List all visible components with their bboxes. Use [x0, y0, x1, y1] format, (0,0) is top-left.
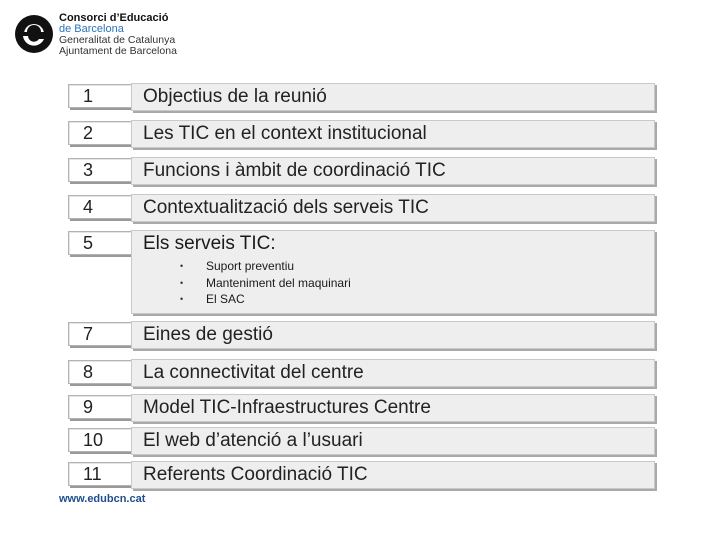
agenda-item — [131, 230, 655, 314]
org-line-3: Generalitat de Catalunya — [59, 34, 176, 46]
agenda-item — [131, 427, 655, 455]
agenda-item — [131, 359, 655, 387]
agenda-number: 8 — [68, 360, 132, 384]
e-logo-icon — [14, 14, 54, 54]
agenda-number: 7 — [68, 322, 132, 346]
agenda-number: 10 — [68, 428, 132, 452]
agenda-number: 4 — [68, 195, 132, 219]
org-line-4: Ajuntament de Barcelona — [59, 45, 177, 57]
agenda-item — [131, 83, 655, 111]
agenda-number: 5 — [68, 231, 132, 255]
agenda-title: Els serveis TIC: — [143, 233, 276, 254]
agenda-item — [131, 321, 655, 349]
agenda-number: 11 — [68, 462, 132, 486]
agenda-title: La connectivitat del centre — [143, 362, 364, 383]
bullet-item: • El SAC — [180, 291, 351, 308]
org-line-2: de Barcelona — [59, 23, 124, 35]
agenda-title: El web d’atenció a l’usuari — [143, 430, 363, 451]
services-bullet-list — [180, 258, 351, 308]
agenda-title: Funcions i àmbit de coordinació TIC — [143, 160, 446, 181]
agenda-number: 3 — [68, 158, 132, 182]
bullet-item: • Suport preventiu — [180, 258, 351, 275]
agenda-number: 1 — [68, 84, 132, 108]
agenda-number: 2 — [68, 121, 132, 145]
agenda-title: Contextualització dels serveis TIC — [143, 197, 429, 218]
agenda-title: Les TIC en el context institucional — [143, 123, 427, 144]
agenda-title: Referents Coordinació TIC — [143, 464, 368, 485]
agenda-number: 9 — [68, 395, 132, 419]
agenda-title: Model TIC-Infraestructures Centre — [143, 397, 431, 418]
organization-name — [59, 13, 177, 57]
agenda-title: Objectius de la reunió — [143, 86, 327, 107]
agenda-item — [131, 461, 655, 489]
website-link[interactable]: www.edubcn.cat — [59, 493, 146, 505]
agenda-item — [131, 394, 655, 422]
agenda-title: Eines de gestió — [143, 324, 273, 345]
agenda-item — [131, 120, 655, 148]
agenda-item — [131, 194, 655, 222]
bullet-item: • Manteniment del maquinari — [180, 275, 351, 292]
agenda-item — [131, 157, 655, 185]
org-line-1: Consorci d’Educació — [59, 12, 169, 24]
